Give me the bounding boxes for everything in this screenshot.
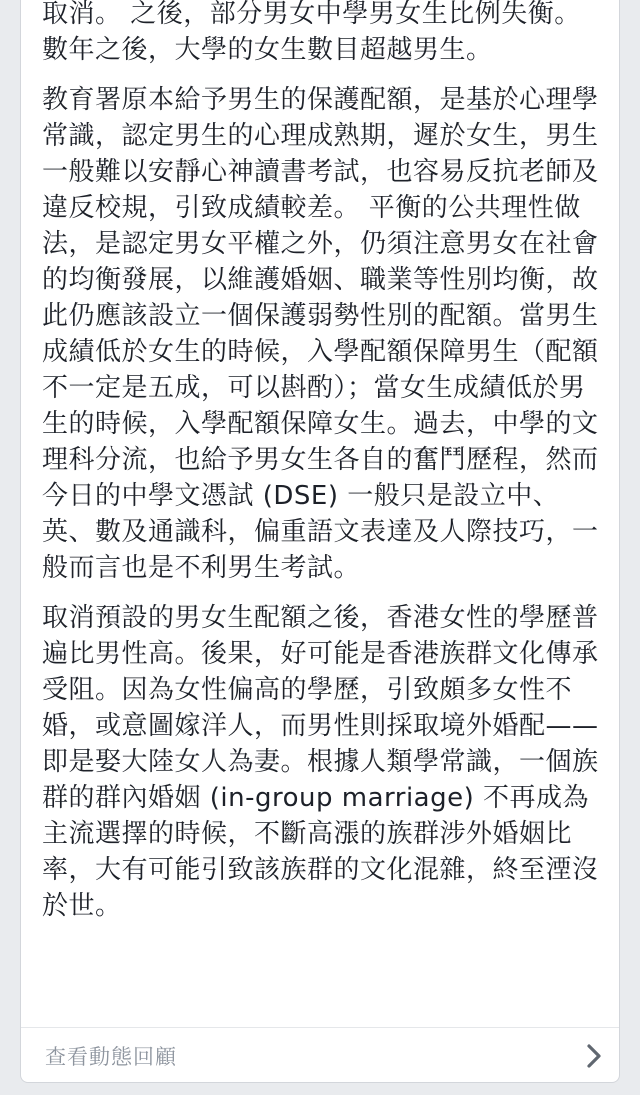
chevron-right-icon (583, 1043, 605, 1069)
post-paragraph-2: 教育署原本給予男生的保護配額，是基於心理學常識，認定男生的心理成熟期，遲於女生，男生一般難以安靜心神讀書考試，也容易反抗老師及違反校規，引致成績較差。 平衡的公共理性做法，是認定男女平權之外，仍須注意男女在社會的均衡發展，以維護婚姻、職業等性別均衡，故此仍應該設立一個保護弱勢性別的配額。當男生成績低於女生的時候，入學配額保障男生（配額不一定是五成，可以斟酌）；當女生成績低於男生的時候，入學配額保障女生。過去，中學的文理科分流，也給予男女生各自的奮鬥歷程，然而今日的中學文憑試 (DSE) 一般只是設立中、英、數及通識科，偏重語文表達及人際技巧，一般而言也是不利男生考試。 (42, 85, 599, 583)
post-card (20, 0, 620, 1083)
post-paragraph-1: 取消。 之後，部分男女中學男女生比例失衡。數年之後，大學的女生數目超越男生。 (42, 0, 581, 65)
memories-link[interactable] (21, 1027, 619, 1083)
post-paragraph-3: 取消預設的男女生配額之後，香港女性的學歷普遍比男性高。後果，好可能是香港族群文化傳承受阻。因為女性偏高的學歷，引致頗多女性不婚，或意圖嫁洋人，而男性則採取境外婚配——即是娶大陸女人為妻。根據人類學常識，一個族群的群內婚姻 (in-group marriage) 不再成為主流選擇的時候，不斷高漲的族群涉外婚姻比率，大有可能引致該族群的文化混雜，終至湮沒於世。 (42, 603, 599, 921)
post-body (42, 0, 607, 938)
memories-link-label: 查看動態回顧 (45, 1044, 177, 1069)
